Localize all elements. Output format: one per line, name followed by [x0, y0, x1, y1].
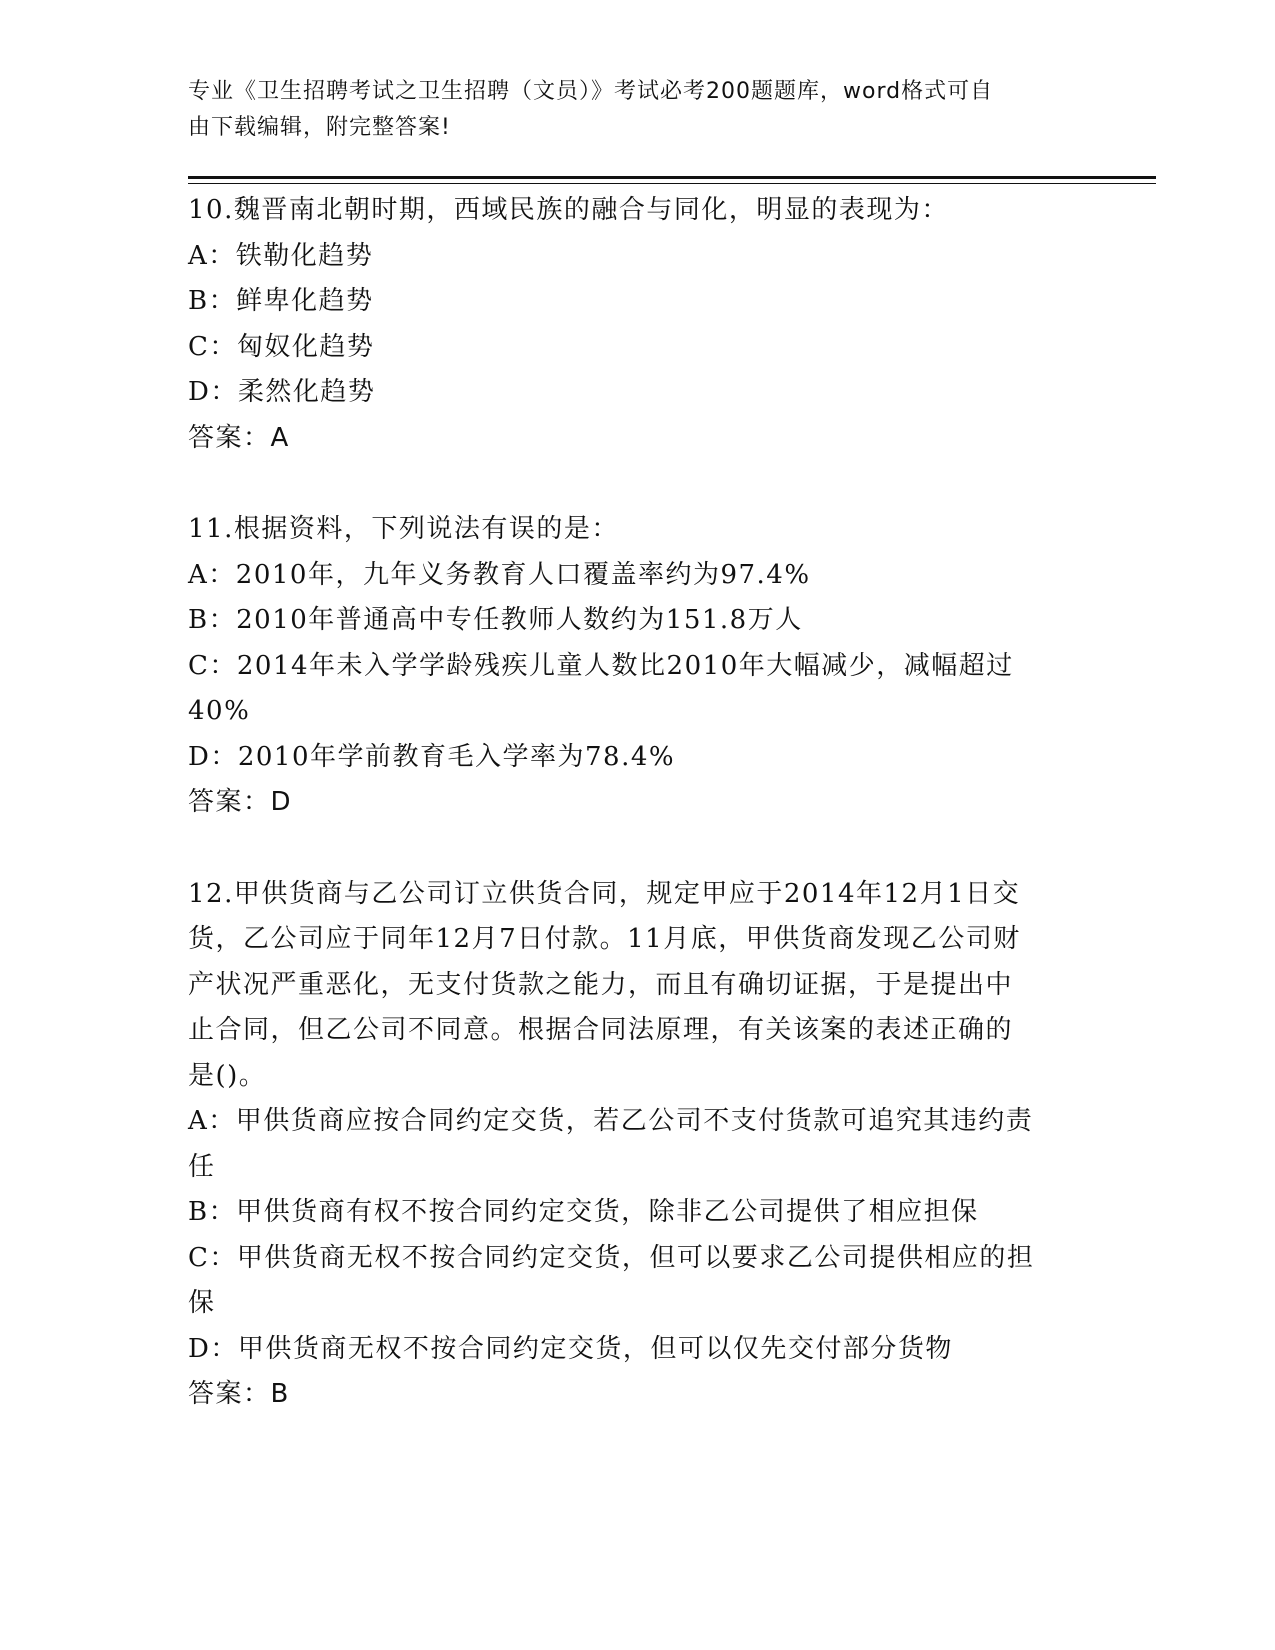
option-a: A：2010年，九年义务教育人口覆盖率约为97.4% — [188, 559, 811, 590]
header-line: 由下载编辑，附完整答案! — [188, 115, 451, 140]
answer-label: 答案：A — [188, 422, 290, 453]
question-stem: 11.根据资料，下列说法有误的是： — [188, 514, 619, 544]
option-a: A：甲供货商应按合同约定交货，若乙公司不支付货款可追究其违约责 — [188, 1106, 1034, 1136]
header-rule-thick — [188, 176, 1156, 179]
option-b: B：2010年普通高中专任教师人数约为151.8万人 — [188, 605, 803, 635]
question-10 — [188, 188, 1088, 461]
question-stem-continued: 产状况严重恶化，无支付货款之能力，而且有确切证据，于是提出中 — [188, 969, 1014, 1000]
question-stem-continued: 止合同，但乙公司不同意。根据合同法原理，有关该案的表述正确的 — [188, 1015, 1014, 1045]
question-12 — [188, 872, 1088, 1418]
option-d: D：甲供货商无权不按合同约定交货，但可以仅先交付部分货物 — [188, 1333, 953, 1364]
question-stem: 12.甲供货商与乙公司订立供货合同，规定甲应于2014年12月1日交 — [188, 878, 1021, 909]
option-b: B：甲供货商有权不按合同约定交货，除非乙公司提供了相应担保 — [188, 1197, 979, 1227]
option-a: A：铁勒化趋势 — [188, 240, 374, 271]
answer-label: 答案：D — [188, 787, 293, 817]
option-c: C：2014年未入学学龄残疾儿童人数比2010年大幅减少，减幅超过 — [188, 650, 1014, 681]
question-11 — [188, 507, 1088, 826]
option-c-continued: 保 — [188, 1288, 216, 1318]
answer-label: 答案：B — [188, 1379, 290, 1409]
option-a-continued: 任 — [188, 1151, 216, 1182]
option-c-continued: 40% — [188, 696, 251, 726]
option-d: D：2010年学前教育毛入学率为78.4% — [188, 741, 676, 772]
option-c: C：匈奴化趋势 — [188, 331, 375, 362]
question-stem-continued: 货，乙公司应于同年12月7日付款。11月底，甲供货商发现乙公司财 — [188, 924, 1021, 954]
document-header — [188, 74, 1068, 146]
header-line: 专业《卫生招聘考试之卫生招聘（文员）》考试必考200题题库，word格式可自 — [188, 79, 994, 104]
question-list — [188, 188, 1088, 1418]
option-c: C：甲供货商无权不按合同约定交货，但可以要求乙公司提供相应的担 — [188, 1242, 1035, 1273]
question-stem: 10.魏晋南北朝时期，西域民族的融合与同化，明显的表现为： — [188, 195, 949, 225]
header-rule-thin — [188, 183, 1156, 184]
question-stem-continued: 是()。 — [188, 1060, 267, 1091]
option-b: B：鲜卑化趋势 — [188, 286, 374, 316]
option-d: D：柔然化趋势 — [188, 377, 376, 407]
